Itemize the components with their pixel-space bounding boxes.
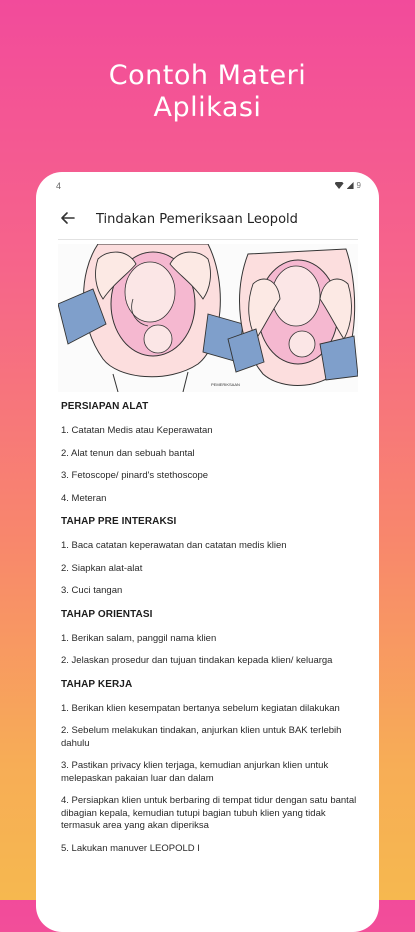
section-heading: PERSIAPAN ALAT <box>61 401 149 412</box>
battery-indicator: 9 <box>356 181 361 190</box>
wifi-icon <box>335 182 344 189</box>
section-heading: TAHAP PRE INTERAKSI <box>61 516 177 527</box>
app-bar-divider <box>58 239 358 240</box>
list-item: 2. Siapkan alat-alat <box>61 562 143 574</box>
list-item: 3. Cuci tangan <box>61 585 123 596</box>
right-figure <box>228 249 358 385</box>
list-item: 5. Lakukan manuver LEOPOLD I <box>61 842 200 854</box>
phone-screen <box>36 172 379 932</box>
list-item: 2. Alat tenun dan sebuah bantal <box>61 447 195 459</box>
left-figure <box>58 244 243 392</box>
leopold-illustration <box>58 244 358 392</box>
app-bar <box>36 202 379 238</box>
section-heading: TAHAP ORIENTASI <box>61 608 153 620</box>
list-item: 2. Jelaskan prosedur dan tujuan tindakan kepada klien/ keluarga <box>61 655 333 666</box>
list-item: 3. Fetoscope/ pinard's stethoscope <box>61 470 209 481</box>
procedure-content <box>61 400 361 865</box>
illustration-caption: PEMERIKSAAN <box>211 382 240 387</box>
promo-title-line-2: Aplikasi <box>153 92 262 123</box>
section-heading: TAHAP KERJA <box>61 678 133 690</box>
status-indicator: 4 <box>56 181 62 191</box>
list-item: 1. Baca catatan keperawatan dan catatan medis klien <box>61 540 287 551</box>
promo-title-line-1: Contoh Materi <box>108 60 307 91</box>
list-item: 2. Sebelum melakukan tindakan, anjurkan klien untuk BAK terlebih dahulu <box>61 725 342 749</box>
list-item: 4. Persiapkan klien untuk berbaring di tempat tidur dengan satu bantal dibagian kepala, kemudian tutupi bagian tubuh klien yang tidak termasuk area yang akan diperiksa <box>61 795 357 831</box>
list-item: 1. Berikan salam, panggil nama klien <box>61 632 217 644</box>
status-icons <box>335 181 361 190</box>
signal-icon <box>347 182 354 189</box>
page-title: Tindakan Pemeriksaan Leopold <box>96 212 298 227</box>
list-item: 3. Pastikan privacy klien terjaga, kemudian anjurkan klien untuk melepaskan pakaian luar dan dalam <box>61 760 329 784</box>
status-bar <box>36 172 379 198</box>
back-arrow-icon[interactable] <box>58 208 78 228</box>
promo-title <box>0 60 415 124</box>
list-item: 1. Berikan klien kesempatan bertanya sebelum kegiatan dilakukan <box>61 702 340 714</box>
list-item: 4. Meteran <box>61 492 107 504</box>
list-item: 1. Catatan Medis atau Keperawatan <box>61 425 213 436</box>
